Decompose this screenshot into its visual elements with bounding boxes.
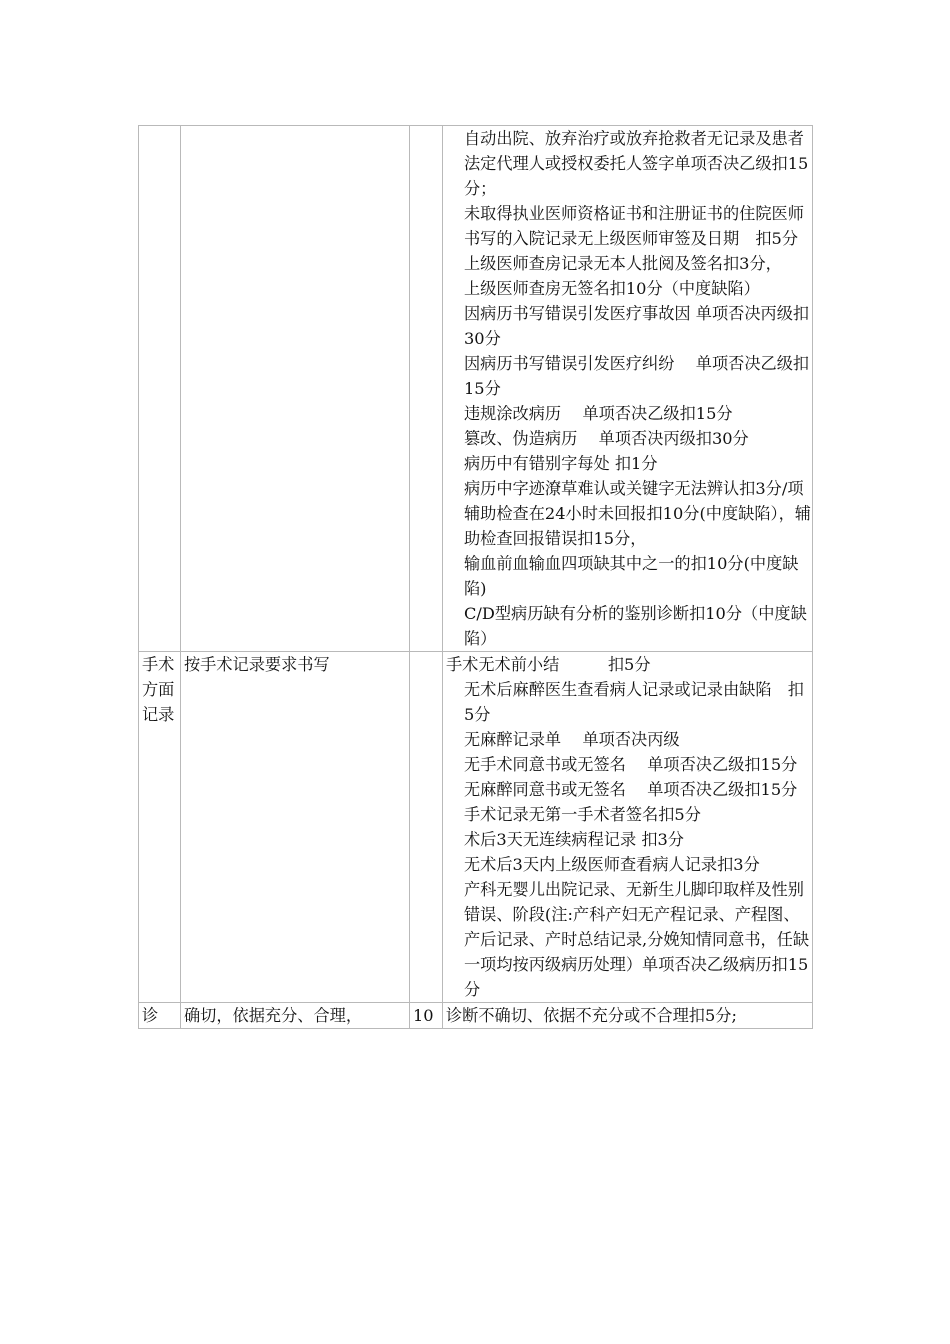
deduction-item: 无手术同意书或无签名 单项否决乙级扣15分 [464, 755, 798, 774]
table-row [139, 1003, 813, 1029]
deduction-item: 手术记录无第一手术者签名扣5分 [464, 805, 701, 824]
deduction-item: 因病历书写错误引发医疗纠纷 单项否决乙级扣15分 [464, 354, 810, 398]
deduction-item: 自动出院、放弃治疗或放弃抢救者无记录及患者法定代理人或授权委托人签字单项否决乙级扣15分； [464, 129, 809, 198]
deduction-cell [443, 652, 813, 1003]
deduction-item: 篡改、伪造病历 单项否决丙级扣30分 [464, 429, 749, 448]
deduction-item: 诊断不确切、依据不充分或不合理扣5分; [446, 1006, 737, 1025]
requirement-cell: 按手术记录要求书写 [181, 652, 410, 1003]
deduction-item: 病历中字迹潦草难认或关键字无法辨认扣3分/项 [464, 479, 804, 498]
deduction-cell [443, 1003, 813, 1029]
category-cell: 诊 [139, 1003, 181, 1029]
score-cell: 10 [410, 1003, 443, 1029]
requirement-cell: 确切，依据充分、合理， [181, 1003, 410, 1029]
table-row [139, 652, 813, 1003]
deduction-item: 因病历书写错误引发医疗事故因 单项否决丙级扣30分 [464, 304, 810, 348]
deduction-item: 无术后3天内上级医师查看病人记录扣3分 [464, 855, 760, 874]
deduction-item: 违规涂改病历 单项否决乙级扣15分 [464, 404, 733, 423]
deduction-item: 无麻醉同意书或无签名 单项否决乙级扣15分 [464, 780, 798, 799]
deduction-item: 病历中有错别字每处 扣1分 [464, 454, 658, 473]
category-cell [139, 126, 181, 652]
score-cell [410, 126, 443, 652]
deduction-item: 产科无婴儿出院记录、无新生儿脚印取样及性别错误、阶段(注:产科产妇无产程记录、产程图、产后记录、产时总结记录,分娩知情同意书，任缺一项均按丙级病历处理）单项否决乙级病历扣15分 [464, 880, 810, 999]
deduction-item: 辅助检查在24小时未回报扣10分(中度缺陷），辅助检查回报错误扣15分， [464, 504, 811, 548]
deduction-item: 未取得执业医师资格证书和注册证书的住院医师书写的入院记录无上级医师审签及日期 扣5分 [464, 204, 804, 248]
deduction-item: 术后3天无连续病程记录 扣3分 [464, 830, 684, 849]
scoring-table [138, 125, 813, 1029]
deduction-item: 输血前血输血四项缺其中之一的扣10分(中度缺陷) [464, 554, 799, 598]
deduction-item: 无术后麻醉医生查看病人记录或记录由缺陷 扣5分 [464, 680, 804, 724]
category-line: 方面 [142, 680, 175, 699]
deduction-item: 上级医师查房记录无本人批阅及签名扣3分， [464, 254, 782, 273]
category-line: 手术 [142, 655, 175, 674]
category-line: 记录 [142, 705, 175, 724]
deduction-item: 无麻醉记录单 单项否决丙级 [464, 730, 680, 749]
score-cell [410, 652, 443, 1003]
deduction-item: C/D型病历缺有分析的鉴别诊断扣10分（中度缺陷） [464, 604, 807, 648]
deduction-item: 手术无术前小结 扣5分 [446, 655, 651, 674]
deduction-item: 上级医师查房无签名扣10分（中度缺陷） [464, 279, 760, 298]
table-row [139, 126, 813, 652]
category-cell [139, 652, 181, 1003]
deduction-cell [443, 126, 813, 652]
requirement-cell [181, 126, 410, 652]
